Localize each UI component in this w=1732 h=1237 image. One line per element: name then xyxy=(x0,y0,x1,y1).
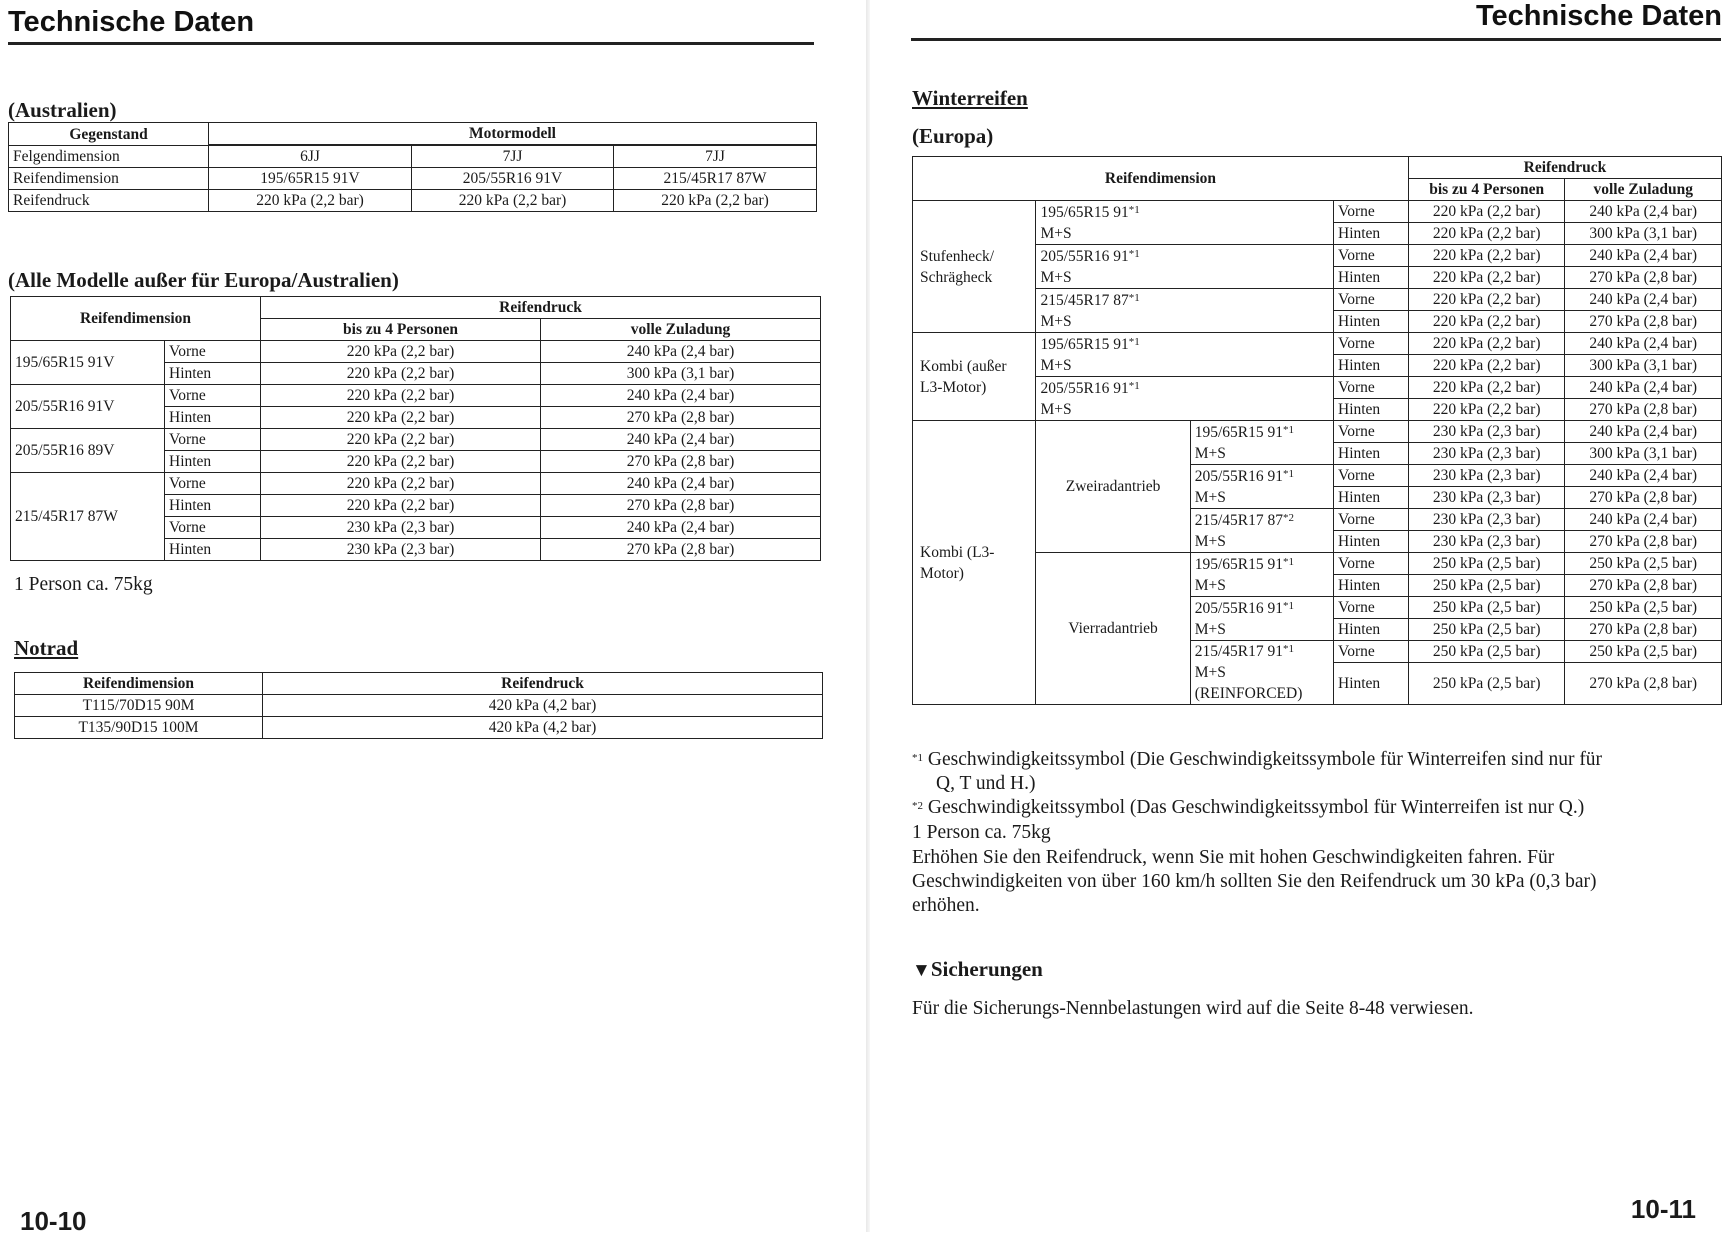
pressure-full-load: 240 kPa (2,4 bar) xyxy=(541,429,821,451)
pressure-up-to-4: 250 kPa (2,5 bar) xyxy=(1408,575,1565,597)
col-header-notrad-dim: Reifendimension xyxy=(15,673,263,695)
row-label: Felgendimension xyxy=(9,146,209,168)
footnote-1 xyxy=(912,748,1602,772)
value-cell: 215/45R17 87W xyxy=(614,168,817,190)
tire-dimension-cell xyxy=(1190,421,1333,465)
tire-footnote-mark: *2 xyxy=(1283,511,1295,524)
pressure-full-load: 240 kPa (2,4 bar) xyxy=(1565,377,1722,399)
tire-footnote-mark: *1 xyxy=(1128,203,1140,216)
tire-footnote-mark: *1 xyxy=(1283,555,1295,568)
tire-dimension: 195/65R15 91 xyxy=(1040,335,1129,353)
alle-modelle-table xyxy=(10,296,821,561)
pressure-full-load: 240 kPa (2,4 bar) xyxy=(541,473,821,495)
table-row xyxy=(9,190,817,212)
pressure-full-load: 270 kPa (2,8 bar) xyxy=(541,451,821,473)
tire-dimension: 195/65R15 91 xyxy=(1194,423,1284,441)
table-row xyxy=(9,146,817,168)
pressure-note-line-2: Geschwindigkeiten von über 160 km/h sollten Sie den Reifendruck um 30 kPa (0,3 bar) xyxy=(912,871,1597,892)
col-header-motormodell: Motormodell xyxy=(209,123,817,145)
axle-position: Hinten xyxy=(1334,311,1409,333)
person-note: 1 Person ca. 75kg xyxy=(912,822,1051,843)
winterreifen-title: Winterreifen xyxy=(912,86,1028,110)
col-header-notrad-druck: Reifendruck xyxy=(263,673,823,695)
axle-position: Vorne xyxy=(1334,201,1409,223)
axle-position: Hinten xyxy=(165,539,261,561)
notrad-pressure: 420 kPa (4,2 bar) xyxy=(263,695,823,717)
table-row xyxy=(11,429,821,451)
sicherungen-heading xyxy=(912,957,1043,982)
tire-ms-marking: M+S xyxy=(1194,488,1226,506)
pressure-up-to-4: 220 kPa (2,2 bar) xyxy=(1408,201,1565,223)
axle-position: Vorne xyxy=(1334,597,1409,619)
tire-ms-marking: M+S xyxy=(1194,532,1226,550)
tire-dimension: 215/45R17 91 xyxy=(1194,643,1284,660)
tire-dimension: 205/55R16 91 xyxy=(1040,379,1129,397)
tire-dimension: 205/55R16 91 xyxy=(1040,247,1129,265)
tire-ms-marking: M+S xyxy=(1194,576,1226,594)
tire-dimension-cell xyxy=(1036,201,1334,245)
pressure-full-load: 270 kPa (2,8 bar) xyxy=(1565,619,1722,641)
axle-position: Hinten xyxy=(1334,575,1409,597)
axle-position: Vorne xyxy=(165,473,261,495)
axle-position: Hinten xyxy=(1334,267,1409,289)
tire-footnote-mark: *1 xyxy=(1283,643,1295,655)
pressure-up-to-4: 220 kPa (2,2 bar) xyxy=(261,495,541,517)
pressure-up-to-4: 220 kPa (2,2 bar) xyxy=(1408,377,1565,399)
tire-dimension: 195/65R15 91 xyxy=(1194,555,1284,573)
pressure-up-to-4: 220 kPa (2,2 bar) xyxy=(261,451,541,473)
axle-position: Vorne xyxy=(1334,553,1409,575)
tire-dimension: 215/45R17 87 xyxy=(1040,291,1129,309)
footnote-1-mark: *1 xyxy=(912,752,923,764)
pressure-up-to-4: 230 kPa (2,3 bar) xyxy=(1408,509,1565,531)
table-row xyxy=(913,157,1722,179)
value-cell: 7JJ xyxy=(412,146,614,168)
footnote-2 xyxy=(912,796,1584,820)
body-type: Kombi (außer L3-Motor) xyxy=(913,333,1036,421)
tire-footnote-mark: *1 xyxy=(1128,291,1140,304)
pressure-full-load: 250 kPa (2,5 bar) xyxy=(1565,597,1722,619)
sicherungen-title: Sicherungen xyxy=(930,957,1043,981)
pressure-up-to-4: 220 kPa (2,2 bar) xyxy=(261,473,541,495)
tire-dimension-cell xyxy=(1036,333,1334,377)
tire-ms-marking: M+S xyxy=(1194,620,1226,638)
pressure-up-to-4: 220 kPa (2,2 bar) xyxy=(261,429,541,451)
tire-dimension: 205/55R16 89V xyxy=(11,429,165,473)
triangle-down-icon: ▼ xyxy=(912,960,931,981)
pressure-full-load: 240 kPa (2,4 bar) xyxy=(541,341,821,363)
pressure-up-to-4: 250 kPa (2,5 bar) xyxy=(1408,641,1565,663)
tire-dimension: 195/65R15 91 xyxy=(1040,203,1129,221)
tire-footnote-mark: *1 xyxy=(1283,467,1295,480)
table-row xyxy=(15,695,823,717)
axle-position: Hinten xyxy=(165,495,261,517)
tire-dimension: 215/45R17 87 xyxy=(1194,511,1284,529)
pressure-up-to-4: 220 kPa (2,2 bar) xyxy=(261,407,541,429)
pressure-full-load: 240 kPa (2,4 bar) xyxy=(1565,333,1722,355)
axle-position: Hinten xyxy=(165,363,261,385)
axle-position: Vorne xyxy=(1334,289,1409,311)
pressure-up-to-4: 230 kPa (2,3 bar) xyxy=(1408,465,1565,487)
tire-footnote-mark: *1 xyxy=(1128,379,1140,392)
left-page xyxy=(0,0,866,1236)
col-header-volle-zuladung: volle Zuladung xyxy=(1565,179,1722,201)
axle-position: Hinten xyxy=(1334,663,1409,705)
axle-position: Hinten xyxy=(1334,399,1409,421)
table-row xyxy=(9,168,817,190)
tire-ms-marking: M+S xyxy=(1040,224,1072,242)
pressure-full-load: 250 kPa (2,5 bar) xyxy=(1565,553,1722,575)
axle-position: Vorne xyxy=(1334,377,1409,399)
pressure-full-load: 270 kPa (2,8 bar) xyxy=(541,407,821,429)
table-row xyxy=(15,717,823,739)
axle-position: Hinten xyxy=(1334,531,1409,553)
sicherungen-text: Für die Sicherungs-Nennbelastungen wird auf die Seite 8-48 verwiesen. xyxy=(912,998,1474,1019)
australien-title: (Australien) xyxy=(8,98,117,122)
tire-ms-marking: M+S xyxy=(1040,268,1072,286)
tire-dimension-cell xyxy=(1190,509,1333,553)
tire-dimension-cell xyxy=(1036,289,1334,333)
pressure-full-load: 240 kPa (2,4 bar) xyxy=(1565,465,1722,487)
right-page-header: Technische Daten xyxy=(1475,0,1722,32)
body-type: Stufenheck/ Schrägheck xyxy=(913,201,1036,333)
tire-dimension-cell xyxy=(1190,553,1333,597)
axle-position: Vorne xyxy=(165,385,261,407)
pressure-up-to-4: 220 kPa (2,2 bar) xyxy=(1408,355,1565,377)
axle-position: Vorne xyxy=(1334,245,1409,267)
tire-footnote-mark: *1 xyxy=(1283,423,1295,436)
pressure-full-load: 270 kPa (2,8 bar) xyxy=(1565,267,1722,289)
tire-dimension-cell xyxy=(1190,597,1333,641)
tire-ms-marking: M+S xyxy=(1194,444,1226,462)
pressure-up-to-4: 220 kPa (2,2 bar) xyxy=(1408,223,1565,245)
pressure-up-to-4: 250 kPa (2,5 bar) xyxy=(1408,553,1565,575)
pressure-full-load: 240 kPa (2,4 bar) xyxy=(1565,289,1722,311)
col-header-reifendimension: Reifendimension xyxy=(11,297,261,341)
pressure-up-to-4: 220 kPa (2,2 bar) xyxy=(261,363,541,385)
tire-ms-marking: M+S xyxy=(1040,312,1072,330)
pressure-full-load: 240 kPa (2,4 bar) xyxy=(1565,421,1722,443)
tire-dimension-cell xyxy=(1036,245,1334,289)
right-page-number: 10-11 xyxy=(1630,1194,1696,1224)
europa-title: (Europa) xyxy=(912,124,994,148)
pressure-full-load: 270 kPa (2,8 bar) xyxy=(1565,531,1722,553)
axle-position: Vorne xyxy=(1334,333,1409,355)
row-label: Reifendruck xyxy=(9,190,209,212)
footnote-1-text: Geschwindigkeitssymbol (Die Geschwindigkeitssymbole für Winterreifen sind nur für xyxy=(927,749,1603,770)
pressure-full-load: 240 kPa (2,4 bar) xyxy=(541,385,821,407)
footnote-1-cont: Q, T und H.) xyxy=(936,773,1036,794)
table-row xyxy=(11,385,821,407)
tire-dimension: 205/55R16 91 xyxy=(1194,599,1284,617)
axle-position: Vorne xyxy=(1334,421,1409,443)
drive-type: Zweiradantrieb xyxy=(1036,421,1190,553)
pressure-up-to-4: 220 kPa (2,2 bar) xyxy=(1408,245,1565,267)
col-header-bis-4-personen: bis zu 4 Personen xyxy=(261,319,541,341)
footnote-2-mark: *2 xyxy=(912,800,923,812)
alle-modelle-title: (Alle Modelle außer für Europa/Australien) xyxy=(8,268,399,292)
pressure-up-to-4: 220 kPa (2,2 bar) xyxy=(1408,311,1565,333)
tire-dimension-cell xyxy=(1190,465,1333,509)
right-page xyxy=(866,0,1732,1232)
axle-position: Hinten xyxy=(165,451,261,473)
tire-ms-marking: M+S xyxy=(1040,356,1072,374)
axle-position: Vorne xyxy=(1334,509,1409,531)
value-cell: 220 kPa (2,2 bar) xyxy=(209,190,412,212)
col-header-reifendruck: Reifendruck xyxy=(1408,157,1721,179)
pressure-up-to-4: 220 kPa (2,2 bar) xyxy=(1408,333,1565,355)
notrad-dimension: T135/90D15 100M xyxy=(15,717,263,739)
pressure-full-load: 300 kPa (3,1 bar) xyxy=(1565,355,1722,377)
notrad-dimension: T115/70D15 90M xyxy=(15,695,263,717)
tire-dimension: 205/55R16 91V xyxy=(11,385,165,429)
axle-position: Hinten xyxy=(1334,619,1409,641)
tire-extra-marking: (REINFORCED) xyxy=(1194,685,1303,702)
alle-note: 1 Person ca. 75kg xyxy=(14,574,153,595)
value-cell: 205/55R16 91V xyxy=(412,168,614,190)
table-row xyxy=(913,333,1722,355)
col-header-reifendimension: Reifendimension xyxy=(913,157,1409,201)
axle-position: Hinten xyxy=(1334,443,1409,465)
pressure-up-to-4: 220 kPa (2,2 bar) xyxy=(1408,267,1565,289)
winterreifen-table xyxy=(912,156,1722,705)
pressure-note-line-3: erhöhen. xyxy=(912,895,980,916)
tire-footnote-mark: *1 xyxy=(1283,599,1295,612)
tire-footnote-mark: *1 xyxy=(1128,247,1140,260)
tire-dimension-cell xyxy=(1190,641,1333,705)
axle-position: Hinten xyxy=(1334,355,1409,377)
col-header-volle-zuladung: volle Zuladung xyxy=(541,319,821,341)
table-row xyxy=(913,421,1722,443)
pressure-full-load: 240 kPa (2,4 bar) xyxy=(1565,509,1722,531)
value-cell: 195/65R15 91V xyxy=(209,168,412,190)
col-header-gegenstand: Gegenstand xyxy=(9,123,209,146)
pressure-up-to-4: 250 kPa (2,5 bar) xyxy=(1408,597,1565,619)
pressure-full-load: 270 kPa (2,8 bar) xyxy=(541,495,821,517)
table-row xyxy=(11,473,821,495)
pressure-up-to-4: 220 kPa (2,2 bar) xyxy=(1408,289,1565,311)
pressure-full-load: 300 kPa (3,1 bar) xyxy=(1565,223,1722,245)
pressure-full-load: 270 kPa (2,8 bar) xyxy=(1565,399,1722,421)
pressure-up-to-4: 250 kPa (2,5 bar) xyxy=(1408,663,1565,705)
pressure-full-load: 240 kPa (2,4 bar) xyxy=(541,517,821,539)
axle-position: Vorne xyxy=(165,429,261,451)
pressure-up-to-4: 230 kPa (2,3 bar) xyxy=(261,517,541,539)
value-cell: 220 kPa (2,2 bar) xyxy=(412,190,614,212)
pressure-full-load: 270 kPa (2,8 bar) xyxy=(1565,311,1722,333)
body-type: Kombi (L3-Motor) xyxy=(913,421,1036,705)
pressure-up-to-4: 220 kPa (2,2 bar) xyxy=(261,341,541,363)
row-label: Reifendimension xyxy=(9,168,209,190)
axle-position: Vorne xyxy=(1334,641,1409,663)
col-header-reifendruck: Reifendruck xyxy=(261,297,821,319)
notrad-pressure: 420 kPa (4,2 bar) xyxy=(263,717,823,739)
tire-ms-marking: M+S xyxy=(1040,400,1072,418)
table-row xyxy=(11,341,821,363)
axle-position: Hinten xyxy=(1334,223,1409,245)
left-header-rule xyxy=(8,42,814,45)
tire-dimension: 195/65R15 91V xyxy=(11,341,165,385)
left-page-header: Technische Daten xyxy=(8,6,255,38)
pressure-up-to-4: 230 kPa (2,3 bar) xyxy=(1408,487,1565,509)
pressure-full-load: 270 kPa (2,8 bar) xyxy=(1565,575,1722,597)
left-page-number: 10-10 xyxy=(20,1206,87,1236)
table-row xyxy=(913,201,1722,223)
pressure-note-line-1: Erhöhen Sie den Reifendruck, wenn Sie mit hohen Geschwindigkeiten fahren. Für xyxy=(912,847,1555,868)
australien-table xyxy=(8,122,817,212)
axle-position: Vorne xyxy=(165,517,261,539)
col-header-bis-4-personen: bis zu 4 Personen xyxy=(1408,179,1565,201)
tire-dimension: 205/55R16 91 xyxy=(1194,467,1284,485)
notrad-table xyxy=(14,672,823,739)
pressure-up-to-4: 250 kPa (2,5 bar) xyxy=(1408,619,1565,641)
drive-type: Vierradantrieb xyxy=(1036,553,1190,705)
footnote-2-text: Geschwindigkeitssymbol (Das Geschwindigkeitssymbol für Winterreifen ist nur Q.) xyxy=(927,797,1585,818)
value-cell: 6JJ xyxy=(209,146,412,168)
value-cell: 220 kPa (2,2 bar) xyxy=(614,190,817,212)
pressure-full-load: 240 kPa (2,4 bar) xyxy=(1565,201,1722,223)
tire-footnote-mark: *1 xyxy=(1128,335,1140,348)
pressure-up-to-4: 230 kPa (2,3 bar) xyxy=(1408,443,1565,465)
axle-position: Hinten xyxy=(1334,487,1409,509)
pressure-up-to-4: 230 kPa (2,3 bar) xyxy=(261,539,541,561)
value-cell: 7JJ xyxy=(614,146,817,168)
right-header-rule xyxy=(911,38,1721,41)
tire-dimension: 215/45R17 87W xyxy=(11,473,165,561)
pressure-full-load: 250 kPa (2,5 bar) xyxy=(1565,641,1722,663)
pressure-up-to-4: 230 kPa (2,3 bar) xyxy=(1408,421,1565,443)
pressure-up-to-4: 230 kPa (2,3 bar) xyxy=(1408,531,1565,553)
pressure-full-load: 270 kPa (2,8 bar) xyxy=(1565,663,1722,705)
pressure-up-to-4: 220 kPa (2,2 bar) xyxy=(261,385,541,407)
axle-position: Hinten xyxy=(165,407,261,429)
tire-ms-marking: M+S xyxy=(1194,664,1226,681)
pressure-full-load: 270 kPa (2,8 bar) xyxy=(1565,487,1722,509)
pressure-full-load: 300 kPa (3,1 bar) xyxy=(541,363,821,385)
pressure-full-load: 300 kPa (3,1 bar) xyxy=(1565,443,1722,465)
axle-position: Vorne xyxy=(1334,465,1409,487)
pressure-full-load: 270 kPa (2,8 bar) xyxy=(541,539,821,561)
axle-position: Vorne xyxy=(165,341,261,363)
pressure-up-to-4: 220 kPa (2,2 bar) xyxy=(1408,399,1565,421)
notrad-title: Notrad xyxy=(14,636,79,660)
pressure-full-load: 240 kPa (2,4 bar) xyxy=(1565,245,1722,267)
tire-dimension-cell xyxy=(1036,377,1334,421)
